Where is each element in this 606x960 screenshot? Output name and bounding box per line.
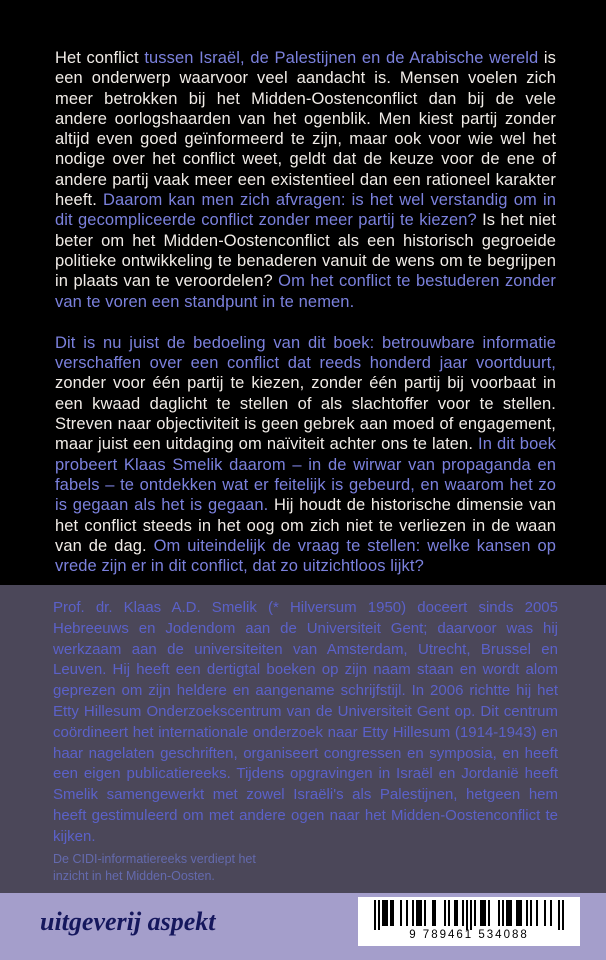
synopsis [55, 48, 556, 597]
barcode-module [562, 900, 564, 930]
synopsis-paragraph [55, 48, 556, 312]
author-bio: Prof. dr. Klaas A.D. Smelik (* Hilversum 1950) doceert sinds 2005 Hebreeuws en Jodendom aan de Universiteit Gent; daarvoor was hij werkzaam aan de universiteiten van Amsterdam, Utrecht, Brussel en Leuven. Hij heeft een dertigtal boeken op zijn naam staan en wordt alom geprezen om zijn heldere en aangename schrijfstijl. In 2006 richtte hij het Etty Hillesum Onderzoekscentrum van de Universiteit Gent op. Dit centrum coördineert het internationale onderzoek naar Etty Hillesum (1914-1943) en haar nagelaten geschriften, organiseert congressen en symposia, en heeft een eigen publicatiereeks. Tijdens opgravingen in Israël en Jordanië heeft Smelik samengewerkt met zowel Israëli's als Palestijnen, hetgeen hem heeft gestimuleerd om met andere ogen naar het Midden-Oostenconflict te kijken. [53, 599, 558, 845]
text-run: tussen Israël, de Palestijnen en de Arabische wereld [144, 49, 544, 67]
text-run: Het conflict [55, 49, 145, 67]
text-run: Dit is nu juist de bedoeling van dit boek: betrouwbare informatie verschaffen over een conflict dat reeds honderd jaar voortduurt, [55, 333, 556, 373]
text-run: In dit boek probeert Klaas Smelik daarom – in de wirwar van propaganda en fabels – te ontdekken wat er feitelijk is gebeurd, en waarom het zo is gegaan als het is gegaan. [55, 435, 556, 515]
series-note-line: De CIDI-informatiereeks verdiept het [53, 852, 256, 866]
barcode [358, 897, 580, 946]
text-run: Hij houdt de historische dimensie van het conflict steeds in het oog om zich niet te verliezen in de waan van de dag. [55, 496, 557, 555]
text-run: zonder voor één partij te kiezen, zonder één partij bij voorbaat in een kwaad daglicht te stellen of als slachtoffer voor te stellen. Streven naar objectiviteit is geen gebrek aan moed of engagement, maar juist een uitdaging om naïviteit achter ons te laten. [55, 374, 556, 454]
barcode-number: 9 789461 534088 [409, 929, 529, 941]
author-bio-panel [0, 585, 606, 893]
text-run: Om uiteindelijk de vraag te stellen: welke kansen op vrede zijn er in dit conflict, dat zo uitzichtloos lijkt? [55, 536, 556, 576]
barcode-bars [374, 900, 564, 930]
text-run: Om het conflict te bestuderen zonder van te voren een standpunt in te nemen. [55, 272, 556, 311]
publisher-name: uitgeverij aspekt [40, 907, 216, 936]
series-note [53, 851, 256, 885]
series-note-line: inzicht in het Midden-Oosten. [53, 869, 215, 883]
text-run: Is het niet beter om het Midden-Oostenconflict als een historisch gegroeide politieke ontwikkeling te benaderen vanuit de wens om te begrijpen in plaats van te veroordelen? [55, 211, 556, 291]
text-run: Daarom kan men zich afvragen: is het wel verstandig om in dit gecompliceerde conflict zonder meer partij te kiezen? [55, 191, 556, 230]
synopsis-paragraph [55, 333, 556, 577]
publisher-band [0, 893, 606, 960]
text-run: is een onderwerp waarvoor veel aandacht is. Mensen voelen zich meer betrokken bij het Midden-Oostenconflict dan bij de vele andere oorlogshaarden van het ogenblik. Men kiest partij zonder altijd even goed geïnformeerd te zijn, maar ook voor wie wel het nodige over het conflict weet, geldt dat de keuze voor de ene of andere partij vaak meer een existentieel dan een rationeel karakter heeft. [55, 49, 557, 210]
